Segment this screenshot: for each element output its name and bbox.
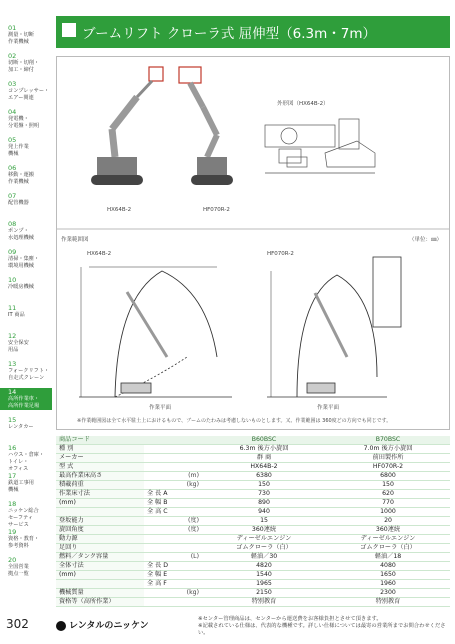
spec-sub: 全 高 F <box>144 580 179 589</box>
spec-value-b70bsc: 2300 <box>326 589 450 598</box>
spec-value-b70bsc: 360連続 <box>326 526 450 535</box>
sidebar-item-number: 08 <box>8 220 17 228</box>
spec-row <box>56 517 450 526</box>
spec-unit <box>179 598 202 607</box>
sidebar-item-number: 01 <box>8 24 17 32</box>
spec-value-b70bsc: 前田製作所 <box>326 454 450 463</box>
spec-sub: 全 幅 B <box>144 499 179 508</box>
sidebar-item-number: 02 <box>8 52 17 60</box>
sidebar-item-17[interactable] <box>0 472 52 494</box>
spec-label: 最高作業床高さ <box>56 472 144 481</box>
spec-label: 商品コード <box>56 436 144 445</box>
spec-row <box>56 571 450 580</box>
sidebar-item-12[interactable] <box>0 332 52 354</box>
spec-unit <box>179 571 202 580</box>
range-diagram-hf070r <box>267 257 401 397</box>
sidebar-item-label: 安全保安 用品 <box>8 340 29 353</box>
spec-value-b60bsc: 15 <box>202 517 326 526</box>
spec-sub <box>144 553 179 562</box>
sidebar-item-number: 05 <box>8 136 17 144</box>
spec-label: 積載荷重 <box>56 481 144 490</box>
spec-row <box>56 526 450 535</box>
spec-unit <box>179 535 202 544</box>
spec-value-b60bsc: 6.3m 後方小旋回 <box>202 445 326 454</box>
spec-value-b60bsc: 1965 <box>202 580 326 589</box>
sidebar-item-label: 資格・教育・ 参考資料 <box>8 536 40 549</box>
spec-unit <box>179 436 202 445</box>
sidebar-item-number: 10 <box>8 276 17 284</box>
sidebar-item-11[interactable] <box>0 304 52 319</box>
sidebar-item-02[interactable] <box>0 52 52 74</box>
spec-value-b60bsc: 730 <box>202 490 326 499</box>
spec-unit <box>179 580 202 589</box>
spec-label: 足回り <box>56 544 144 553</box>
spec-label: 型 式 <box>56 463 144 472</box>
spec-value-b70bsc: 特別教育 <box>326 598 450 607</box>
sidebar-item-label: 鉄道工事用 機械 <box>8 480 34 493</box>
sidebar-item-label: フォークリフト・ 自走式クレーン <box>8 368 50 381</box>
sidebar-item-label: レンタカー <box>8 424 34 430</box>
spec-unit <box>179 490 202 499</box>
figure-drawings <box>57 57 449 429</box>
spec-row <box>56 481 450 490</box>
sidebar-item-label: ハウス・倉庫・ トイレ・ オフィス <box>8 452 45 472</box>
spec-unit <box>179 454 202 463</box>
spec-label: メーカー <box>56 454 144 463</box>
spec-value-b60bsc: HX64B-2 <box>202 463 326 472</box>
sidebar-item-label: 全国営業 拠点一覧 <box>8 564 29 577</box>
sidebar-item-label: 切断・切削・ 加工・締付 <box>8 60 40 73</box>
spec-value-b70bsc: 1960 <box>326 580 450 589</box>
spec-value-b60bsc: 軽油／30 <box>202 553 326 562</box>
spec-sub <box>144 481 179 490</box>
spec-sub: 全 長 A <box>144 490 179 499</box>
spec-value-b60bsc: 特別教育 <box>202 598 326 607</box>
sidebar-item-14[interactable] <box>0 388 52 410</box>
sidebar-item-number: 18 <box>8 500 17 508</box>
footer-note-2: ※記載されている仕様は、代表的な機種です。詳しい仕様については最寄の営業所までお問合わせください。 <box>198 623 446 636</box>
spec-value-b70bsc: 620 <box>326 490 450 499</box>
sidebar-item-08[interactable] <box>0 220 52 242</box>
spec-label: 全体寸法 <box>56 562 144 571</box>
spec-label: 動力源 <box>56 535 144 544</box>
photo-caption-right: HF070R-2 <box>203 207 230 213</box>
hf070r-photo <box>179 67 233 185</box>
spec-value-b60bsc: 890 <box>202 499 326 508</box>
spec-sub <box>144 517 179 526</box>
spec-value-b60bsc: 4820 <box>202 562 326 571</box>
spec-label: 旋回角度 <box>56 526 144 535</box>
spec-label: 機械質量 <box>56 589 144 598</box>
spec-unit: (L) <box>179 553 202 562</box>
sidebar-item-label: コンプレッサー・ エアー関連 <box>8 88 50 101</box>
spec-value-b70bsc: 1650 <box>326 571 450 580</box>
sidebar-item-number: 12 <box>8 332 17 340</box>
sidebar-item-04[interactable] <box>0 108 52 130</box>
spec-label: 作業床寸法 <box>56 490 144 499</box>
logo-text: レンタルのニッケン <box>69 621 149 631</box>
spec-label: 燃料／タンク容量 <box>56 553 144 562</box>
spec-value-b60bsc: B60BSC <box>202 436 326 445</box>
spec-sub <box>144 436 179 445</box>
spec-row <box>56 589 450 598</box>
spec-value-b70bsc: ディーゼルエンジン <box>326 535 450 544</box>
spec-sub: 全 幅 E <box>144 571 179 580</box>
page-number: 302 <box>6 617 29 631</box>
sidebar-item-label: 測量・切断 作業機械 <box>8 32 34 45</box>
spec-value-b70bsc: 1000 <box>326 508 450 517</box>
spec-row <box>56 598 450 607</box>
sidebar-item-label: 冷暖房機械 <box>8 284 34 290</box>
spec-label: (mm) <box>56 571 144 580</box>
spec-unit: (kg) <box>179 481 202 490</box>
sidebar-item-label: 移動・運搬 作業機械 <box>8 172 34 185</box>
sidebar-item-label: 配管機器 <box>8 200 29 206</box>
spec-value-b70bsc: 7.0m 後方小旋回 <box>326 445 450 454</box>
spec-value-b70bsc: HF070R-2 <box>326 463 450 472</box>
sidebar-nav <box>0 0 52 644</box>
spec-unit <box>179 445 202 454</box>
outline-title: 外形図（HX64B-2） <box>277 101 329 107</box>
spec-sub: 全 高 C <box>144 508 179 517</box>
spec-value-b70bsc: 軽油／18 <box>326 553 450 562</box>
sidebar-item-label: 清掃・集塵・ 環境用機械 <box>8 256 40 269</box>
sidebar-item-number: 03 <box>8 80 17 88</box>
spec-row <box>56 454 450 463</box>
sidebar-item-01[interactable] <box>0 24 52 46</box>
sidebar-item-07[interactable] <box>0 192 52 207</box>
nikken-logo <box>56 618 149 631</box>
spec-row <box>56 580 450 589</box>
sidebar-item-number: 13 <box>8 360 17 368</box>
sidebar-item-number: 20 <box>8 556 17 564</box>
sidebar-item-number: 04 <box>8 108 17 116</box>
spec-label <box>56 580 144 589</box>
spec-row <box>56 535 450 544</box>
sidebar-item-10[interactable] <box>0 276 52 291</box>
sidebar-item-number: 11 <box>8 304 17 312</box>
sidebar-item-number: 19 <box>8 528 17 536</box>
spec-row <box>56 553 450 562</box>
spec-value-b60bsc: 6380 <box>202 472 326 481</box>
spec-value-b70bsc: 150 <box>326 481 450 490</box>
spec-row <box>56 463 450 472</box>
footer-notes <box>198 616 450 637</box>
spec-sub <box>144 598 179 607</box>
spec-sub <box>144 544 179 553</box>
sidebar-item-label: IT 商品 <box>8 312 25 318</box>
spec-row <box>56 472 450 481</box>
spec-value-b70bsc: B70BSC <box>326 436 450 445</box>
sidebar-item-number: 15 <box>8 416 17 424</box>
spec-sub <box>144 526 179 535</box>
spec-row <box>56 508 450 517</box>
sidebar-item-label: 発上作業 機械 <box>8 144 29 157</box>
work-plane-left: 作業平面 <box>149 405 172 411</box>
spec-unit <box>179 463 202 472</box>
header-square-icon <box>62 23 76 37</box>
sidebar-item-15[interactable] <box>0 416 52 431</box>
spec-value-b60bsc: ゴムクローラ（白） <box>202 544 326 553</box>
sidebar-item-number: 17 <box>8 472 17 480</box>
spec-label: (mm) <box>56 499 144 508</box>
spec-label <box>56 508 144 517</box>
spec-value-b70bsc: 6800 <box>326 472 450 481</box>
spec-unit: (m) <box>179 472 202 481</box>
spec-unit <box>179 499 202 508</box>
spec-value-b60bsc: 150 <box>202 481 326 490</box>
spec-value-b60bsc: 940 <box>202 508 326 517</box>
footer <box>56 612 450 640</box>
sidebar-item-number: 09 <box>8 248 17 256</box>
sidebar-item-13[interactable] <box>0 360 52 382</box>
spec-sub: 全 長 D <box>144 562 179 571</box>
spec-value-b60bsc: 群 商 <box>202 454 326 463</box>
sidebar-item-label: ニッケン総合 セーフティ サービス <box>8 508 39 528</box>
spec-sub <box>144 589 179 598</box>
work-plane-right: 作業平面 <box>317 405 340 411</box>
page-header <box>56 16 450 48</box>
spec-row <box>56 544 450 553</box>
spec-label: 登坂能力 <box>56 517 144 526</box>
spec-sub <box>144 445 179 454</box>
range-title: 作業範囲図 <box>61 237 89 243</box>
spec-row <box>56 499 450 508</box>
range-diagram-hx64b <box>79 267 232 397</box>
page-title: ブームリフト クローラ式 屈伸型（6.3m・7m） <box>82 26 377 42</box>
sidebar-item-18[interactable] <box>0 500 52 529</box>
spec-sub <box>144 535 179 544</box>
hx64b-photo <box>91 67 163 185</box>
spec-sub <box>144 472 179 481</box>
logo-mark-icon <box>56 621 66 631</box>
spec-row <box>56 445 450 454</box>
outline-drawing <box>265 119 375 173</box>
spec-sub <box>144 463 179 472</box>
spec-sub <box>144 454 179 463</box>
sidebar-item-20[interactable] <box>0 556 52 578</box>
spec-unit <box>179 562 202 571</box>
spec-unit <box>179 544 202 553</box>
sidebar-item-09[interactable] <box>0 248 52 270</box>
sidebar-item-16[interactable] <box>0 444 52 473</box>
spec-value-b70bsc: 4080 <box>326 562 450 571</box>
photo-caption-left: HX64B-2 <box>107 207 132 213</box>
sidebar-item-label: 高所作業車・ 高所作業足場 <box>8 396 40 409</box>
spec-value-b60bsc: ディーゼルエンジン <box>202 535 326 544</box>
sidebar-item-label: 発電機・ 分電盤・照明 <box>8 116 40 129</box>
spec-unit: (度) <box>179 526 202 535</box>
spec-row <box>56 562 450 571</box>
spec-value-b60bsc: 1540 <box>202 571 326 580</box>
unit-note: （単位：㎜） <box>409 237 443 243</box>
sidebar-item-06[interactable] <box>0 164 52 186</box>
spec-label: 種 別 <box>56 445 144 454</box>
range-note: ※作業範囲図は全て水平駐土上におけるもので、ブームのたわみは考慮しないものとします。又、作業範囲は 360度どの方向でも同じです。 <box>77 418 392 424</box>
spec-unit: (度) <box>179 517 202 526</box>
sidebar-item-number: 06 <box>8 164 17 172</box>
spec-unit <box>179 508 202 517</box>
range-label-left: HX64B-2 <box>87 251 112 257</box>
sidebar-item-number: 07 <box>8 192 17 200</box>
sidebar-item-number: 14 <box>8 388 17 396</box>
sidebar-item-label: ポンプ・ 水処理機械 <box>8 228 34 241</box>
sidebar-item-03[interactable] <box>0 80 52 102</box>
spec-value-b70bsc: 20 <box>326 517 450 526</box>
spec-unit: (kg) <box>179 589 202 598</box>
spec-value-b60bsc: 2150 <box>202 589 326 598</box>
sidebar-item-05[interactable] <box>0 136 52 158</box>
spec-label: 資格等（高所作業） <box>56 598 144 607</box>
sidebar-item-number: 16 <box>8 444 17 452</box>
footer-note-1: ※センター管理商品は、センターから運送費をお客様負担とさせて頂きます。 <box>198 616 382 622</box>
range-label-right: HF070R-2 <box>267 251 294 257</box>
figure-panel <box>56 56 450 430</box>
spec-value-b60bsc: 360連続 <box>202 526 326 535</box>
spec-header-row <box>56 436 450 445</box>
spec-value-b70bsc: ゴムクローラ（白） <box>326 544 450 553</box>
spec-row <box>56 490 450 499</box>
spec-table <box>56 436 450 607</box>
sidebar-item-19[interactable] <box>0 528 52 550</box>
spec-value-b70bsc: 770 <box>326 499 450 508</box>
